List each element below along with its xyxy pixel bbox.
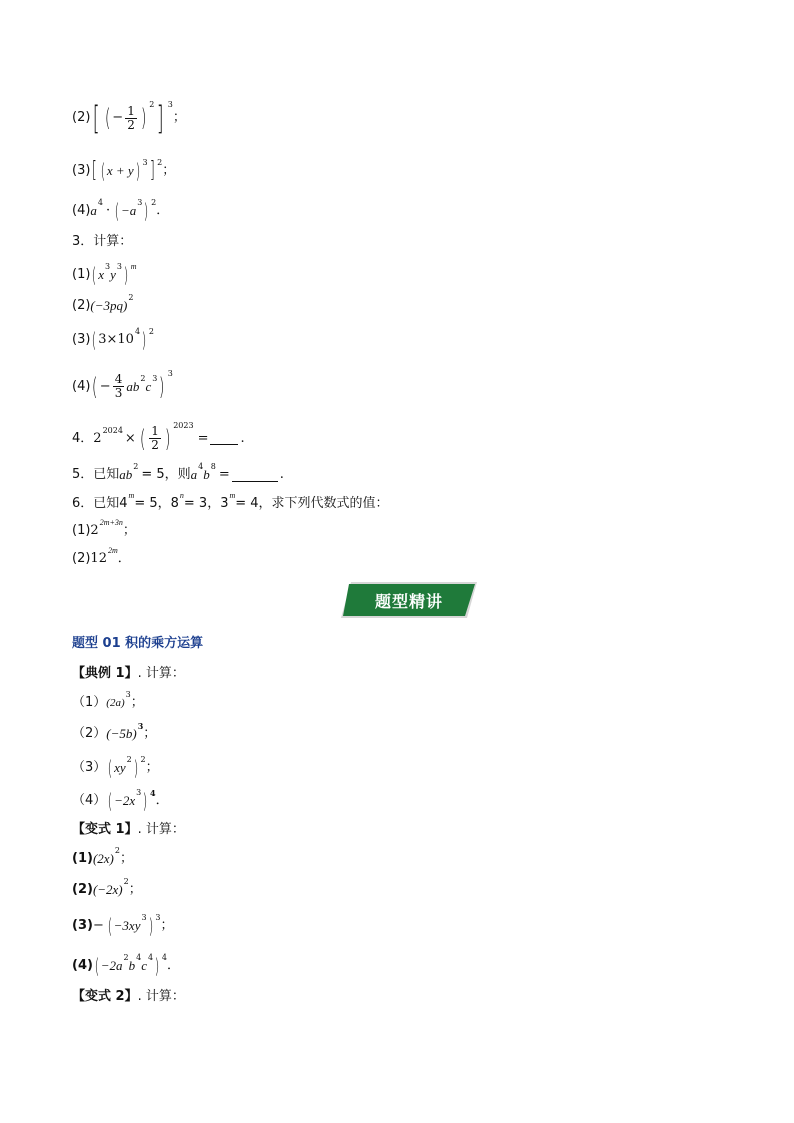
minus-sign: − — [112, 110, 124, 125]
right-paren: ) — [154, 954, 160, 978]
left-paren: ( — [107, 789, 113, 813]
fraction-numerator: 1 — [151, 424, 159, 438]
problem-3-4 — [72, 368, 173, 401]
a-exponent: 4 — [198, 462, 204, 471]
problem-3-title: 3．计算： — [72, 234, 133, 249]
variant-1-item-4 — [72, 953, 181, 978]
item-label: （3） — [72, 760, 107, 775]
dot-operator: · — [106, 203, 111, 218]
item-label: （4） — [72, 793, 107, 808]
end-mark: ； — [162, 163, 176, 178]
end-mark: ； — [143, 726, 157, 741]
problem-text-1: 6．已知4 — [72, 496, 128, 511]
base-expression: x + y — [106, 163, 134, 178]
right-paren: ) — [148, 914, 153, 938]
right-paren: ) — [142, 789, 148, 813]
exponent: 2m+3n — [99, 518, 123, 527]
type-title: 题型 01 积的乘方运算 — [72, 636, 204, 651]
variant-1-item-3 — [72, 913, 174, 938]
variable-c: c — [145, 378, 152, 394]
exponent: 4 — [150, 788, 156, 798]
item-label: （2） — [72, 726, 107, 741]
exponent: 2 — [114, 846, 120, 855]
variant-1-item-2 — [72, 877, 142, 898]
minus-sign: − — [92, 918, 104, 933]
variable-x: x — [98, 267, 105, 282]
outer-exponent: 2 — [128, 293, 134, 302]
item-label: (3) — [72, 332, 91, 347]
end-mark: ． — [156, 203, 170, 218]
x-exponent: 3 — [105, 262, 111, 271]
section-header-banner — [341, 582, 477, 618]
expression: −3xy — [113, 918, 141, 933]
exponent: 4 — [161, 953, 167, 962]
right-paren: ) — [159, 372, 165, 401]
left-paren: ( — [91, 328, 97, 352]
variable-b: b — [128, 958, 136, 973]
inner-exponent: 3 — [137, 198, 143, 207]
y-exponent: 3 — [116, 262, 122, 271]
b-exponent: 4 — [136, 953, 142, 962]
item-label: (4) — [72, 203, 91, 218]
right-paren: ) — [141, 328, 147, 352]
outer-exponent: 2023 — [173, 420, 194, 430]
answer-blank[interactable] — [210, 432, 238, 445]
n-exponent: n — [179, 491, 184, 500]
expression: (−3pq) — [90, 298, 128, 313]
left-paren: ( — [91, 263, 97, 287]
expression: 3×10 — [98, 332, 134, 347]
equals-sign: = — [197, 430, 209, 446]
fraction-denominator: 2 — [127, 117, 135, 132]
left-paren: ( — [104, 104, 111, 132]
variant-1-title — [72, 822, 185, 838]
base-exponent: 2024 — [102, 425, 123, 435]
end-mark: ； — [145, 760, 159, 775]
variant-2-title — [72, 989, 185, 1005]
left-paren: ( — [139, 424, 146, 453]
m-exponent: m — [128, 491, 135, 500]
problem-text-2: = 5，8 — [134, 496, 179, 511]
a-exponent: 4 — [97, 198, 104, 207]
ten-exponent: 4 — [134, 327, 141, 336]
fraction-numerator: 1 — [127, 103, 135, 118]
item-label: (1) — [72, 523, 91, 538]
base: 2 — [90, 523, 99, 538]
variant-1-bracket: 【变式 1】 — [72, 822, 138, 837]
end-mark: ． — [117, 551, 131, 566]
c-exponent: 4 — [148, 953, 154, 962]
expression: xy — [114, 760, 126, 775]
right-paren: ) — [164, 424, 171, 453]
example-1-item-3 — [72, 755, 159, 780]
variables-ab: ab — [119, 467, 133, 482]
item-label: （1） — [72, 695, 107, 710]
expression: −2a — [100, 958, 123, 973]
left-paren: ( — [92, 372, 98, 401]
right-paren: ) — [143, 199, 149, 223]
right-paren: ) — [133, 756, 138, 780]
problem-3-1 — [72, 262, 137, 287]
item-label: (2) — [72, 110, 91, 125]
a-exponent: 2 — [123, 953, 129, 962]
exponent: 2 — [123, 877, 129, 886]
item-label: (1) — [72, 851, 93, 866]
outer-exponent: 3 — [167, 100, 173, 109]
base: 2 — [93, 430, 102, 446]
exponent: 3 — [125, 690, 131, 699]
right-bracket: ] — [149, 158, 155, 183]
example-1-title — [72, 666, 185, 682]
example-1-item-2 — [72, 721, 157, 742]
problem-2-2 — [72, 99, 186, 137]
fraction — [149, 425, 161, 452]
outer-exponent: m — [130, 262, 137, 271]
end-mark: ； — [160, 918, 174, 933]
variables-ab: ab — [126, 378, 140, 394]
problem-4 — [72, 420, 245, 453]
b-exponent: 2 — [140, 373, 146, 383]
item-label: (2) — [72, 882, 93, 897]
example-1-rest: . 计算： — [137, 666, 185, 681]
fraction-denominator: 2 — [151, 438, 159, 452]
end-mark: ； — [122, 523, 136, 538]
left-paren: ( — [107, 914, 113, 938]
left-paren: ( — [94, 954, 100, 978]
exponent: 3 — [155, 913, 161, 922]
outer-exponent: 2 — [148, 327, 154, 336]
b-exponent-2: 8 — [210, 462, 216, 471]
problem-6 — [72, 491, 389, 512]
variant-2-rest: . 计算： — [137, 989, 185, 1004]
variable-b: b — [203, 467, 210, 482]
variable-a: a — [190, 467, 198, 482]
right-paren: ) — [135, 159, 140, 183]
variant-1-item-1 — [72, 846, 133, 867]
problem-text-3: = 3，3 — [183, 496, 229, 511]
left-bracket: [ — [93, 99, 101, 137]
answer-blank[interactable] — [232, 469, 278, 482]
left-paren: ( — [107, 756, 113, 780]
inner-exponent: 3 — [142, 158, 148, 167]
exponent: 2m — [107, 546, 118, 555]
fraction-numerator: 4 — [114, 372, 123, 386]
b-exponent: 2 — [133, 462, 139, 471]
expression: (−2x) — [92, 882, 123, 897]
minus-sign: − — [99, 378, 111, 394]
left-paren: ( — [100, 159, 106, 183]
left-bracket: [ — [92, 158, 98, 183]
right-paren: ) — [123, 263, 129, 287]
section-header-label: 题型精讲 — [374, 591, 443, 611]
fraction — [113, 373, 125, 400]
problem-text-4: = 4，求下列代数式的值： — [235, 496, 389, 511]
end-mark: ； — [172, 110, 186, 125]
expression: (−5b) — [106, 726, 137, 741]
exponent: 3 — [137, 721, 144, 731]
outer-exponent: 2 — [151, 198, 157, 207]
example-1-bracket: 【典例 1】 — [72, 666, 138, 681]
variant-2-bracket: 【变式 2】 — [72, 989, 138, 1004]
item-label: (3) — [72, 918, 93, 933]
equation-text: = 5，则 — [141, 467, 191, 482]
right-paren: ) — [140, 104, 147, 132]
item-label: (4) — [72, 378, 91, 394]
problem-5 — [72, 462, 284, 483]
problem-6-2 — [72, 546, 131, 567]
item-label: (3) — [72, 163, 91, 178]
inner-exponent: 3 — [136, 788, 142, 797]
expression: −2x — [114, 793, 136, 808]
inner-exponent: 3 — [141, 913, 147, 922]
example-1-item-4 — [72, 788, 169, 813]
item-label: (1) — [72, 267, 91, 282]
variable-y: y — [110, 267, 116, 282]
end-mark: ； — [130, 695, 144, 710]
variable-c: c — [141, 958, 147, 973]
outer-exponent: 2 — [157, 158, 163, 167]
end-mark: ． — [167, 958, 181, 973]
end-mark: . — [240, 430, 245, 446]
problem-2-4 — [72, 198, 170, 223]
expression: (2a) — [106, 697, 125, 709]
fraction-denominator: 3 — [114, 386, 123, 400]
base: 12 — [90, 551, 107, 566]
problem-2-3 — [72, 160, 175, 182]
equals-sign: = — [218, 467, 230, 482]
left-paren: ( — [114, 199, 120, 223]
expression: (2x) — [92, 851, 114, 866]
problem-3-3 — [72, 327, 154, 352]
item-label: (2) — [72, 551, 91, 566]
item-label: (4) — [72, 958, 93, 973]
m-exponent-2: m — [229, 491, 236, 500]
item-label: 4． — [72, 430, 94, 446]
item-label: (2) — [72, 298, 91, 313]
end-mark: ； — [128, 882, 142, 897]
c-exponent: 3 — [152, 373, 158, 383]
times-operator: × — [124, 430, 136, 446]
problem-3-2 — [72, 293, 134, 314]
inner-exponent: 2 — [149, 100, 155, 109]
outer-exponent: 3 — [167, 368, 173, 378]
end-mark: ． — [155, 793, 169, 808]
fraction — [125, 105, 137, 132]
problem-6-1 — [72, 518, 136, 539]
end-mark: ； — [119, 851, 133, 866]
example-1-item-1 — [72, 690, 144, 711]
exponent: 2 — [140, 755, 146, 764]
inner-exponent: 2 — [126, 755, 132, 764]
variable-a: a — [90, 203, 97, 218]
right-bracket: ] — [157, 99, 164, 137]
variant-1-rest: . 计算： — [137, 822, 185, 837]
inner-expression: −a — [120, 203, 137, 218]
problem-prefix: 5．已知 — [72, 467, 120, 482]
end-mark: . — [279, 467, 284, 482]
